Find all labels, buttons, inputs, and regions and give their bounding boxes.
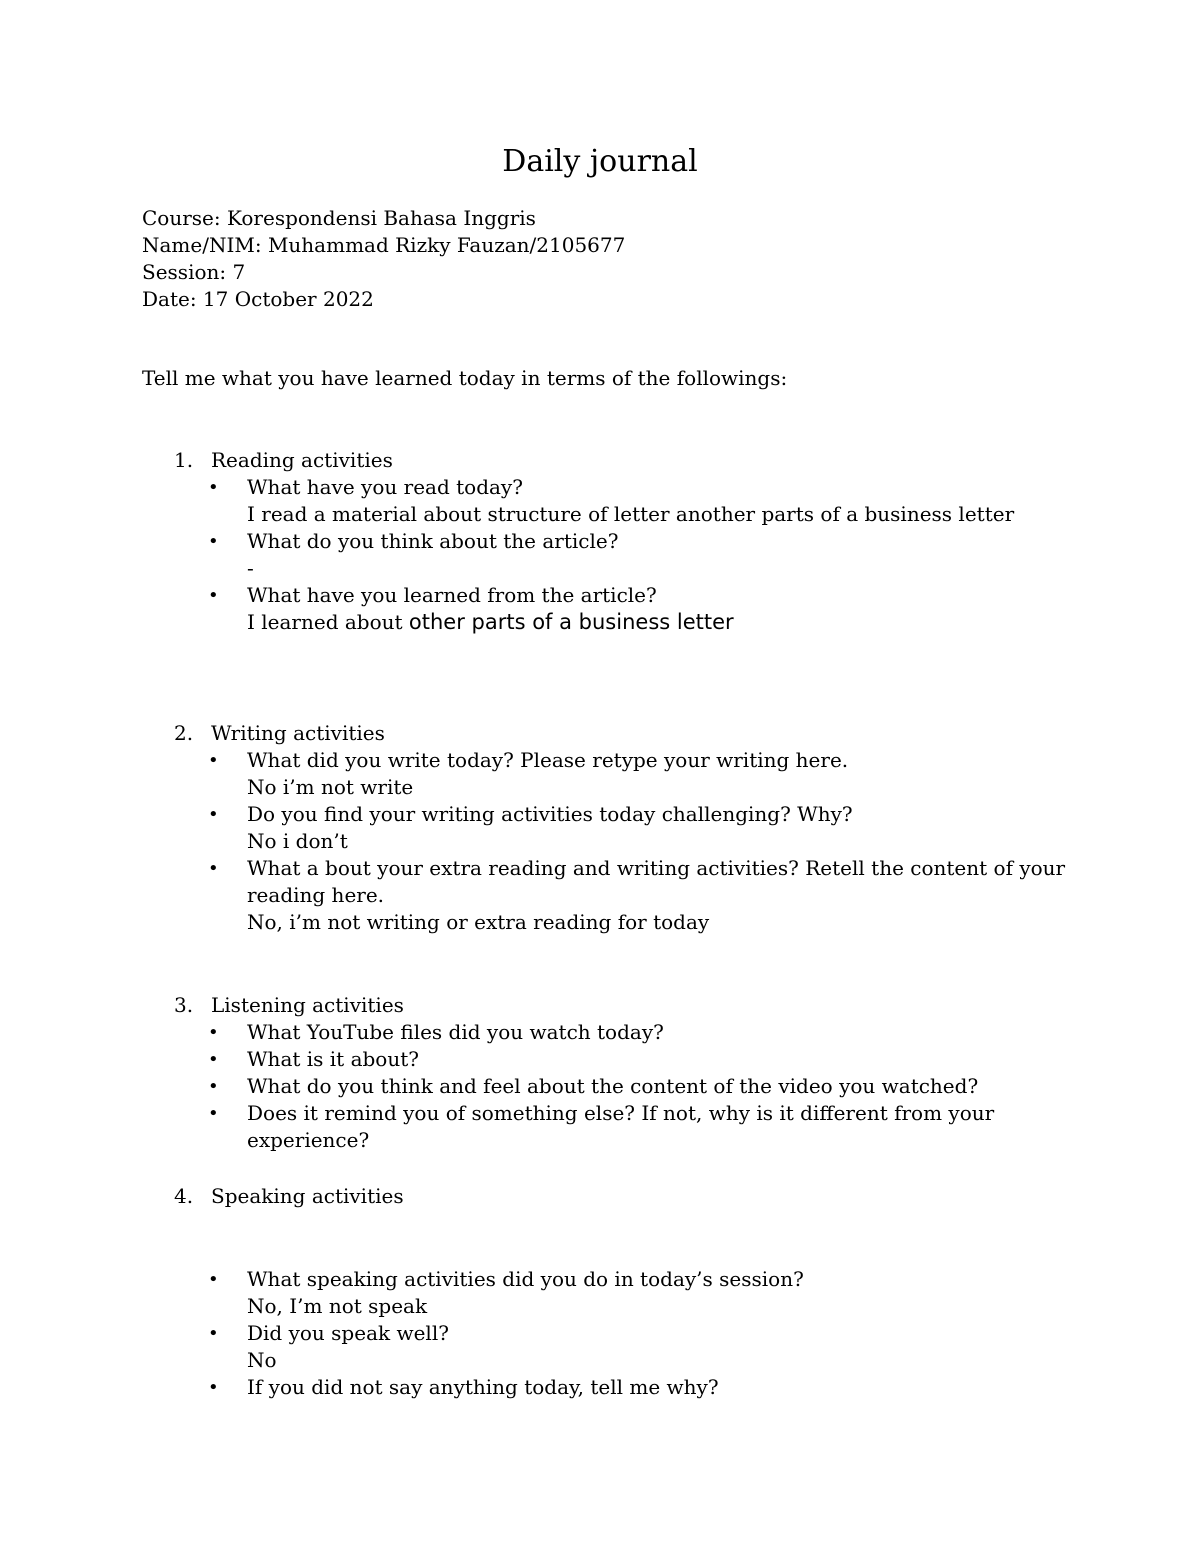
answer-prefix: I learned about — [247, 610, 409, 634]
bullet-icon: • — [208, 750, 219, 771]
bullet-icon: • — [208, 585, 219, 606]
bullet-icon: • — [208, 1323, 219, 1344]
intro-text: Tell me what you have learned today in terms of the followings: — [142, 366, 788, 390]
question-text: What have you read today? — [247, 475, 523, 499]
bullet-icon: • — [208, 1049, 219, 1070]
question-text-continued: reading here. — [247, 883, 385, 907]
bullet-icon: • — [208, 858, 219, 879]
date-line: Date: 17 October 2022 — [142, 287, 374, 311]
answer-text: I read a material about structure of letter another parts of a business letter — [247, 502, 1015, 526]
document-title: Daily journal — [502, 144, 698, 179]
course-line: Course: Korespondensi Bahasa Inggris — [142, 206, 536, 230]
section-number: 3. — [174, 993, 194, 1017]
question-text: What do you think and feel about the content of the video you watched? — [247, 1074, 979, 1098]
question-text: Do you find your writing activities today challenging? Why? — [247, 802, 853, 826]
question-text: Did you speak well? — [247, 1321, 449, 1345]
question-text: What did you write today? Please retype your writing here. — [247, 748, 849, 772]
question-text: If you did not say anything today, tell me why? — [247, 1375, 719, 1399]
question-text: What a bout your extra reading and writing activities? Retell the content of your — [247, 856, 1066, 880]
answer-text: - — [247, 556, 254, 580]
bullet-icon: • — [208, 1022, 219, 1043]
question-text: Does it remind you of something else? If not, why is it different from your — [247, 1101, 995, 1125]
section-title: Writing activities — [211, 721, 385, 745]
answer-text: No, I’m not speak — [247, 1294, 428, 1318]
section-number: 4. — [174, 1184, 194, 1208]
answer-text: No i don’t — [247, 829, 348, 853]
question-text-continued: experience? — [247, 1128, 370, 1152]
bullet-icon: • — [208, 804, 219, 825]
bullet-icon: • — [208, 1269, 219, 1290]
bullet-icon: • — [208, 1103, 219, 1124]
question-text: What speaking activities did you do in today’s session? — [247, 1267, 804, 1291]
section-title: Listening activities — [211, 993, 404, 1017]
section-number: 2. — [174, 721, 194, 745]
answer-text: No i’m not write — [247, 775, 414, 799]
answer-text: No, i’m not writing or extra reading for today — [247, 910, 710, 934]
bullet-icon: • — [208, 1076, 219, 1097]
section-title: Reading activities — [211, 448, 393, 472]
answer-emphasis: other parts of a business letter — [408, 610, 734, 634]
answer-text — [247, 609, 734, 636]
question-text: What have you learned from the article? — [247, 583, 657, 607]
answer-text: No — [247, 1348, 277, 1372]
question-text: What do you think about the article? — [247, 529, 619, 553]
bullet-icon: • — [208, 531, 219, 552]
section-number: 1. — [174, 448, 194, 472]
session-line: Session: 7 — [142, 260, 246, 284]
section-title: Speaking activities — [211, 1184, 404, 1208]
question-text: What is it about? — [247, 1047, 419, 1071]
bullet-icon: • — [208, 477, 219, 498]
bullet-icon: • — [208, 1377, 219, 1398]
name-nim-line: Name/NIM: Muhammad Rizky Fauzan/2105677 — [142, 233, 626, 257]
question-text: What YouTube files did you watch today? — [247, 1020, 664, 1044]
